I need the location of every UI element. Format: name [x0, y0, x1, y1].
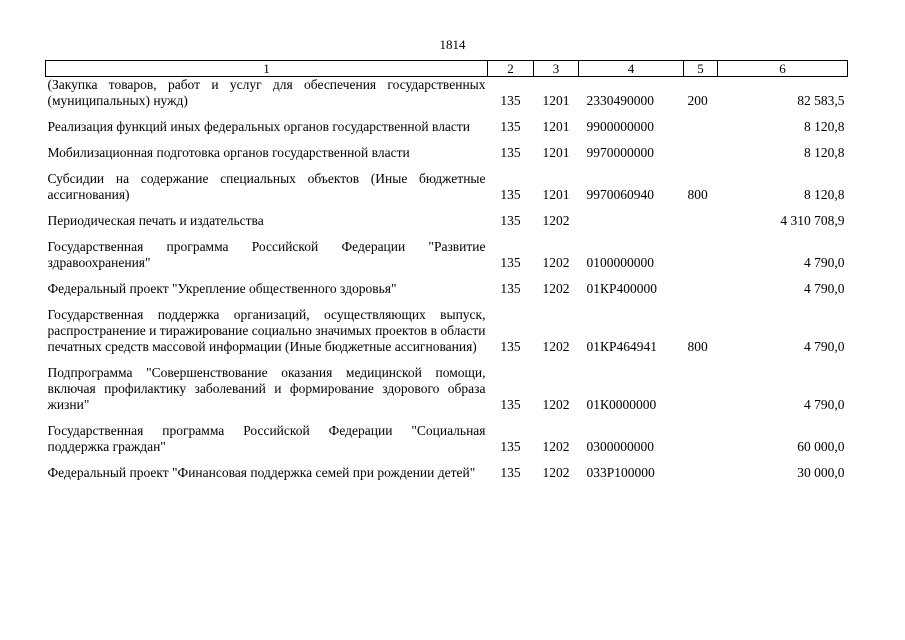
column-header-chapter: 2: [488, 61, 534, 77]
row-amount: 4 310 708,9: [780, 213, 845, 228]
row-target-article: 01КР464941: [586, 339, 658, 354]
row-amount: 4 790,0: [804, 397, 845, 412]
row-section: 1201: [542, 145, 570, 160]
row-target-article: 01КР400000: [586, 281, 658, 296]
column-header-amount: 6: [718, 61, 848, 77]
table-row: [46, 213, 848, 239]
row-name: Государственная программа Российской Федерации "Социальная поддержка граждан": [47, 423, 486, 454]
row-name: Периодическая печать и издательства: [47, 213, 264, 228]
budget-table: [45, 60, 848, 491]
row-expense-type: 800: [687, 339, 708, 354]
table-row: [46, 307, 848, 365]
row-name: (Закупка товаров, работ и услуг для обеспечения государственных (муниципальных) нужд): [47, 77, 486, 108]
row-expense-type: [684, 465, 718, 491]
row-amount: 82 583,5: [797, 93, 845, 108]
row-name: Реализация функций иных федеральных органов государственной власти: [47, 119, 471, 134]
table-row: [46, 77, 848, 120]
column-header-section: 3: [534, 61, 579, 77]
row-section: 1201: [542, 93, 570, 108]
row-expense-type: [684, 281, 718, 307]
row-expense-type: [684, 239, 718, 281]
row-target-article: 0300000000: [586, 439, 654, 454]
table-row: [46, 365, 848, 423]
row-chapter: 135: [500, 213, 521, 228]
row-target-article: 0100000000: [586, 255, 654, 270]
row-chapter: 135: [500, 93, 521, 108]
row-section: 1202: [542, 213, 570, 228]
row-amount: 30 000,0: [797, 465, 845, 480]
row-section: 1202: [542, 255, 570, 270]
row-name: Подпрограмма "Совершенствование оказания медицинской помощи, включая профилактику заболеваний и формирование здорового образа жизни": [47, 365, 486, 412]
table-row: [46, 239, 848, 281]
row-chapter: 135: [500, 119, 521, 134]
row-expense-type: [684, 145, 718, 171]
row-target-article: 033Р100000: [586, 465, 655, 480]
row-section: 1202: [542, 397, 570, 412]
row-amount: 60 000,0: [797, 439, 845, 454]
row-expense-type: 800: [687, 187, 708, 202]
column-header-target-article: 4: [579, 61, 684, 77]
row-expense-type: [684, 213, 718, 239]
row-section: 1201: [542, 187, 570, 202]
row-expense-type: 200: [687, 93, 708, 108]
row-section: 1202: [542, 439, 570, 454]
table-row: [46, 171, 848, 213]
row-target-article: 2330490000: [586, 93, 654, 108]
row-amount: 4 790,0: [804, 339, 845, 354]
row-chapter: 135: [500, 145, 521, 160]
column-header-expense-type: 5: [684, 61, 718, 77]
row-name: Государственная программа Российской Федерации "Развитие здравоохранения": [47, 239, 486, 270]
row-amount: 4 790,0: [804, 281, 845, 296]
row-amount: 8 120,8: [804, 145, 845, 160]
table-header-row: [46, 61, 848, 77]
row-name: Субсидии на содержание специальных объектов (Иные бюджетные ассигнования): [47, 171, 486, 202]
row-amount: 4 790,0: [804, 255, 845, 270]
row-amount: 8 120,8: [804, 187, 845, 202]
row-section: 1201: [542, 119, 570, 134]
table-row: [46, 423, 848, 465]
row-chapter: 135: [500, 439, 521, 454]
row-section: 1202: [542, 339, 570, 354]
row-target-article: [579, 213, 684, 239]
row-target-article: 01К0000000: [586, 397, 657, 412]
row-amount: 8 120,8: [804, 119, 845, 134]
row-target-article: 9970060940: [586, 187, 654, 202]
table-row: [46, 281, 848, 307]
row-chapter: 135: [500, 281, 521, 296]
row-chapter: 135: [500, 397, 521, 412]
row-expense-type: [684, 423, 718, 465]
page-number: 1814: [439, 37, 466, 52]
row-chapter: 135: [500, 255, 521, 270]
row-chapter: 135: [500, 339, 521, 354]
row-name: Государственная поддержка организаций, осуществляющих выпуск, распространение и тиражирование социально значимых проектов в области печатных средств массовой информации (Иные бюджетные ассигнования): [47, 307, 486, 354]
row-expense-type: [684, 365, 718, 423]
row-expense-type: [684, 119, 718, 145]
row-section: 1202: [542, 465, 570, 480]
row-chapter: 135: [500, 465, 521, 480]
row-section: 1202: [542, 281, 570, 296]
row-target-article: 9900000000: [586, 119, 654, 134]
column-header-name: 1: [46, 61, 488, 77]
table-row: [46, 119, 848, 145]
row-name: Федеральный проект "Финансовая поддержка семей при рождении детей": [47, 465, 476, 480]
row-target-article: 9970000000: [586, 145, 654, 160]
table-row: [46, 145, 848, 171]
table-row: [46, 465, 848, 491]
row-chapter: 135: [500, 187, 521, 202]
row-name: Федеральный проект "Укрепление общественного здоровья": [47, 281, 397, 296]
row-name: Мобилизационная подготовка органов государственной власти: [47, 145, 410, 160]
